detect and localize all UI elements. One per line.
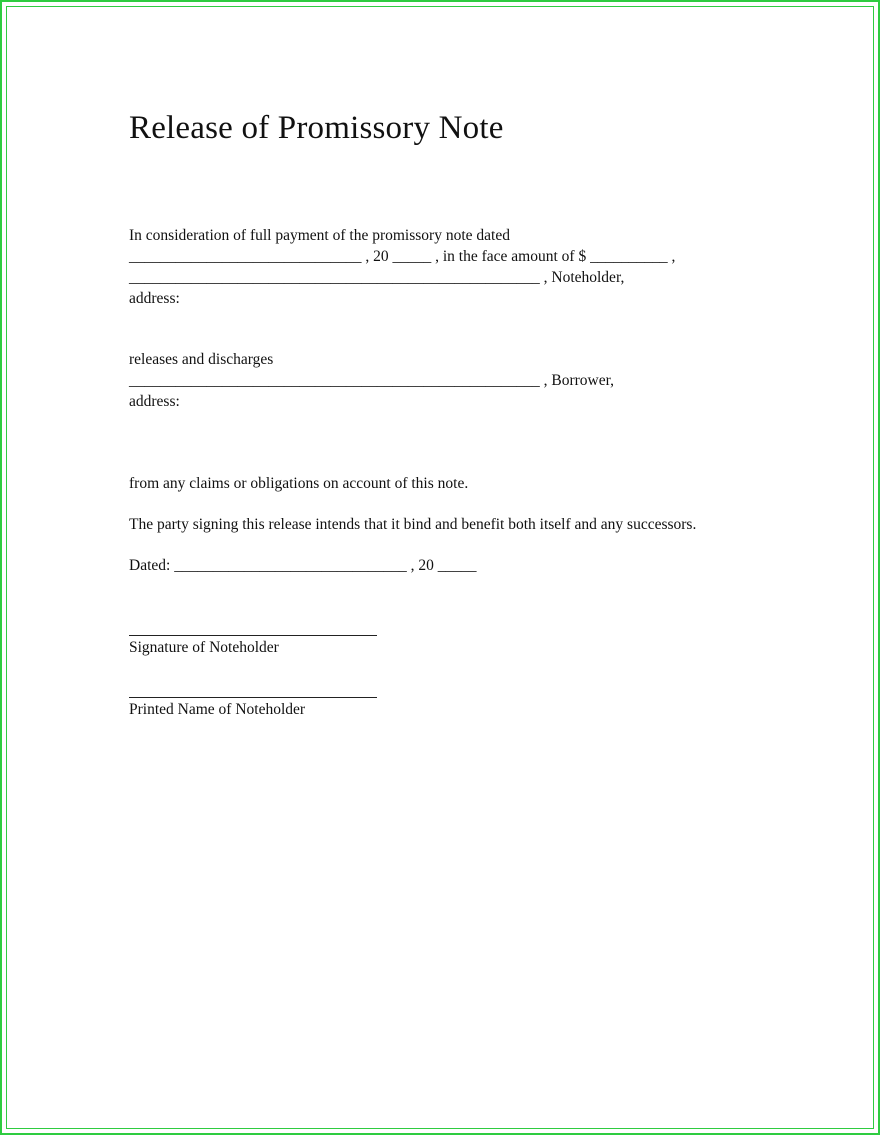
signature-rule bbox=[129, 635, 377, 636]
borrower-line: _____________________________________________________ , Borrower, bbox=[129, 372, 615, 389]
borrower-address-label: address: bbox=[129, 393, 180, 410]
signature-label: Signature of Noteholder bbox=[129, 639, 279, 656]
noteholder-address-label: address: bbox=[129, 290, 180, 307]
noteholder-line: _____________________________________________________ , Noteholder, bbox=[129, 269, 625, 286]
printed-name-label: Printed Name of Noteholder bbox=[129, 701, 306, 718]
printed-name-rule bbox=[129, 697, 377, 698]
date-amount-line: ______________________________ , 20 _____ , in the face amount of $ __________ , bbox=[129, 248, 676, 265]
binding-line: The party signing this release intends that it bind and benefit both itself and any successors. bbox=[129, 516, 697, 533]
consideration-line: In consideration of full payment of the promissory note dated bbox=[129, 227, 510, 244]
claims-line: from any claims or obligations on account of this note. bbox=[129, 475, 469, 492]
releases-line: releases and discharges bbox=[129, 351, 274, 368]
dated-line: Dated: ______________________________ , 20 _____ bbox=[129, 557, 477, 574]
document-title: Release of Promissory Note bbox=[129, 110, 504, 146]
